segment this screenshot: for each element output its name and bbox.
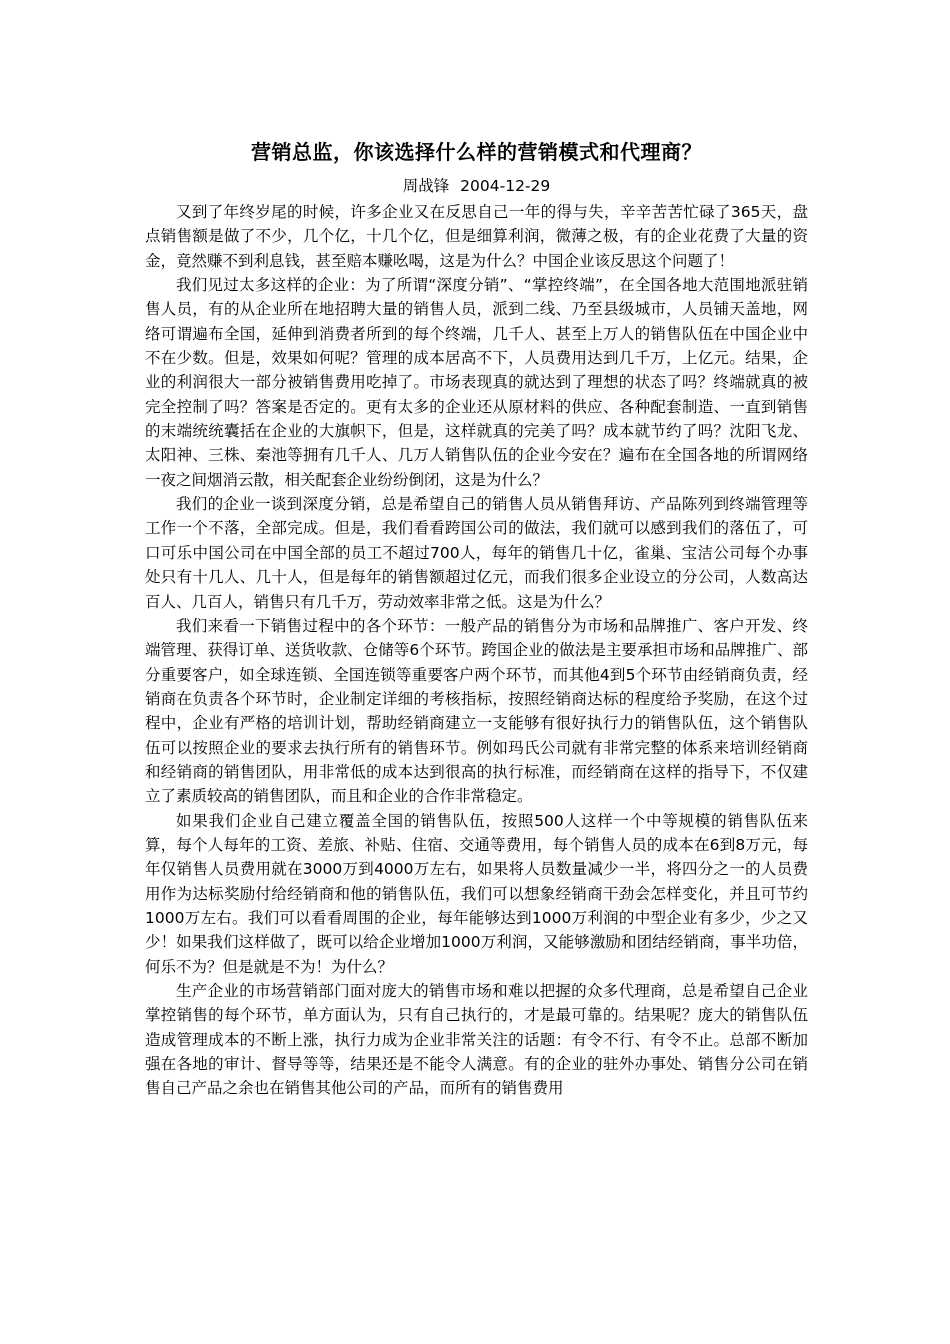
paragraph: 生产企业的市场营销部门面对庞大的销售市场和难以把握的众多代理商，总是希望自己企业掌控销售的每个环节，单方面认为，只有自己执行的，才是最可靠的。结果呢？庞大的销售队伍造成管理成本的不断上涨，执行力成为企业非常关注的话题：有令不行、有令不止。总部不断加强在各地的审计、督导等等，结果还是不能令人满意。有的企业的驻外办事处、销售分公司在销售自己产品之余也在销售其他公司的产品，而所有的销售费用 — [145, 982, 808, 1098]
publish-date: 2004-12-29 — [460, 177, 551, 195]
author-name: 周战锋 — [402, 177, 450, 195]
paragraph: 我们来看一下销售过程中的各个环节：一般产品的销售分为市场和品牌推广、客户开发、终端管理、获得订单、送货收款、仓储等6个环节。跨国企业的做法是主要承担市场和品牌推广、部分重要客户，如全球连锁、全国连锁等重要客户两个环节，而其他4到5个环节由经销商负责，经销商在负责各个环节时，企业制定详细的考核指标，按照经销商达标的程度给予奖励，在这个过程中，企业有严格的培训计划，帮助经销商建立一支能够有很好执行力的销售队伍，这个销售队伍可以按照企业的要求去执行所有的销售环节。例如玛氏公司就有非常完整的体系来培训经销商和经销商的销售团队，用非常低的成本达到很高的执行标准，而经销商在这样的指导下，不仅建立了素质较高的销售团队，而且和企业的合作非常稳定。 — [145, 616, 808, 806]
document-title: 营销总监，你该选择什么样的营销模式和代理商？ — [251, 140, 702, 164]
paragraph: 我们的企业一谈到深度分销，总是希望自己的销售人员从销售拜访、产品陈列到终端管理等工作一个不落，全部完成。但是，我们看看跨国公司的做法，我们就可以感到我们的落伍了，可口可乐中国公司在中国全部的员工不超过700人，每年的销售几十亿，雀巢、宝洁公司每个办事处只有十几人、几十人，但是每年的销售额超过亿元，而我们很多企业设立的分公司，人数高达百人、几百人，销售只有几千万，劳动效率非常之低。这是为什么？ — [145, 495, 808, 611]
byline — [145, 176, 808, 196]
paragraph: 我们见过太多这样的企业：为了所谓“深度分销”、“掌控终端”，在全国各地大范围地派驻销售人员，有的从企业所在地招聘大量的销售人员，派到二线、乃至县级城市，人员铺天盖地，网络可谓遍布全国，延伸到消费者所到的每个终端，几千人、甚至上万人的销售队伍在中国企业中不在少数。但是，效果如何呢？管理的成本居高不下，人员费用达到几千万，上亿元。结果，企业的利润很大一部分被销售费用吃掉了。市场表现真的就达到了理想的状态了吗？终端就真的被完全控制了吗？答案是否定的。更有太多的企业还从原材料的供应、各种配套制造、一直到销售的末端统统囊括在企业的大旗帜下，但是，这样就真的完美了吗？成本就节约了吗？沈阳飞龙、太阳神、三株、秦池等拥有几千人、几万人销售队伍的企业今安在？遍布在全国各地的所谓网络一夜之间烟消云散，相关配套企业纷纷倒闭，这是为什么？ — [145, 276, 808, 489]
document-page — [145, 138, 808, 1101]
paragraph: 又到了年终岁尾的时候，许多企业又在反思自己一年的得与失，辛辛苦苦忙碌了365天，盘点销售额是做了不少，几个亿，十几个亿，但是细算利润，微薄之极，有的企业花费了大量的资金，竟然赚不到利息钱，甚至赔本赚吆喝，这是为什么？中国企业该反思这个问题了！ — [145, 203, 808, 270]
paragraph: 如果我们企业自己建立覆盖全国的销售队伍，按照500人这样一个中等规模的销售队伍来算，每个人每年的工资、差旅、补贴、住宿、交通等费用，每个销售人员的成本在6到8万元，每年仅销售人员费用就在3000万到4000万左右，如果将人员数量减少一半，将四分之一的人员费用作为达标奖励付给经销商和他的销售队伍，我们可以想象经销商干劲会怎样变化，并且可节约1000万左右。我们可以看看周围的企业，每年能够达到1000万利润的中型企业有多少，少之又少！如果我们这样做了，既可以给企业增加1000万利润，又能够激励和团结经销商，事半功倍，何乐不为？但是就是不为！为什么？ — [145, 811, 808, 976]
